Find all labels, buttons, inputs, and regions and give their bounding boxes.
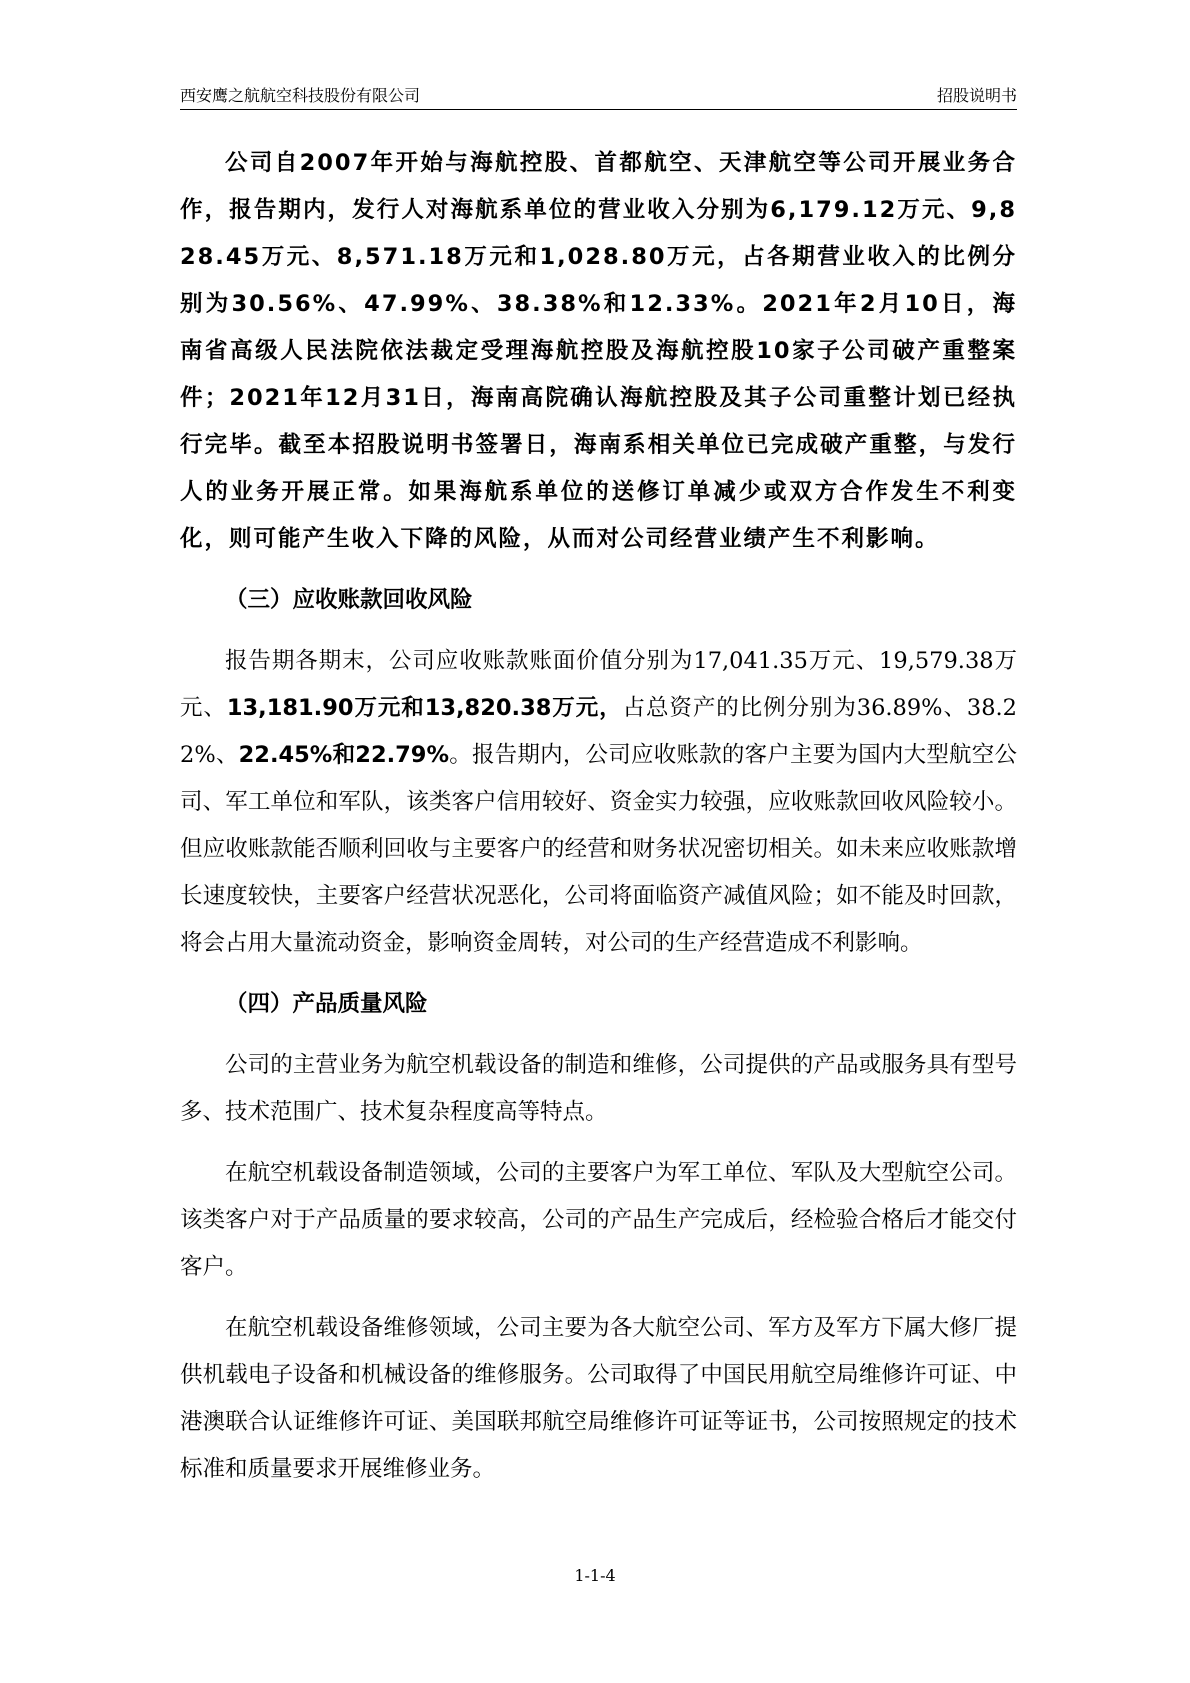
receivables-text-d-bold: 22.45%和22.79%	[238, 742, 450, 768]
header-company-name: 西安鹰之航航空科技股份有限公司	[180, 86, 421, 105]
paragraph-maintenance: 在航空机载设备维修领域，公司主要为各大航空公司、军方及军方下属大修厂提供机载电子设备和机械设备的维修服务。公司取得了中国民用航空局维修许可证、中港澳联合认证维修许可证、美国联邦航空局维修许可证等证书，公司按照规定的技术标准和质量要求开展维修业务。	[180, 1315, 1017, 1482]
paragraph-receivables-risk	[180, 638, 1017, 967]
page-body	[180, 140, 1017, 1493]
receivables-text-c: 占总资产的比例分别为36.89%、38.22%、	[180, 695, 1017, 768]
header-document-type: 招股说明书	[936, 86, 1017, 105]
paragraph-main-business: 公司的主营业务为航空机载设备的制造和维修，公司提供的产品或服务具有型号多、技术范围广、技术复杂程度高等特点。	[180, 1052, 1017, 1125]
receivables-text-b-bold: 13,181.90万元和13,820.38万元，	[226, 695, 623, 721]
receivables-text-a: 报告期各期末，公司应收账款账面价值分别为17,041.35万元、19,579.38万元、	[180, 648, 1017, 721]
section-heading-quality-risk: （四）产品质量风险	[225, 991, 428, 1017]
header-divider	[180, 109, 1017, 110]
section-heading-receivables-risk: （三）应收账款回收风险	[225, 587, 473, 613]
paragraph-hainan-airlines-risk: 公司自2007年开始与海航控股、首都航空、天津航空等公司开展业务合作，报告期内，发行人对海航系单位的营业收入分别为6,179.12万元、9,828.45万元、8,571.18万元和1,028.80万元，占各期营业收入的比例分别为30.56%、47.99%、38.38%和12.33%。2021年2月10日，海南省高级人民法院依法裁定受理海航控股及海航控股10家子公司破产重整案件；2021年12月31日，海南高院确认海航控股及其子公司重整计划已经执行完毕。截至本招股说明书签署日，海南系相关单位已完成破产重整，与发行人的业务开展正常。如果海航系单位的送修订单减少或双方合作发生不利变化，则可能产生收入下降的风险，从而对公司经营业绩产生不利影响。	[180, 150, 1017, 552]
paragraph-manufacturing: 在航空机载设备制造领域，公司的主要客户为军工单位、军队及大型航空公司。该类客户对于产品质量的要求较高，公司的产品生产完成后，经检验合格后才能交付客户。	[180, 1160, 1017, 1280]
page-number: 1-1-4	[574, 1566, 616, 1585]
receivables-text-e: 。报告期内，公司应收账款的客户主要为国内大型航空公司、军工单位和军队，该类客户信用较好、资金实力较强，应收账款回收风险较小。但应收账款能否顺利回收与主要客户的经营和财务状况密切相关。如未来应收账款增长速度较快，主要客户经营状况恶化，公司将面临资产减值风险；如不能及时回款，将会占用大量流动资金，影响资金周转，对公司的生产经营造成不利影响。	[180, 742, 1017, 956]
